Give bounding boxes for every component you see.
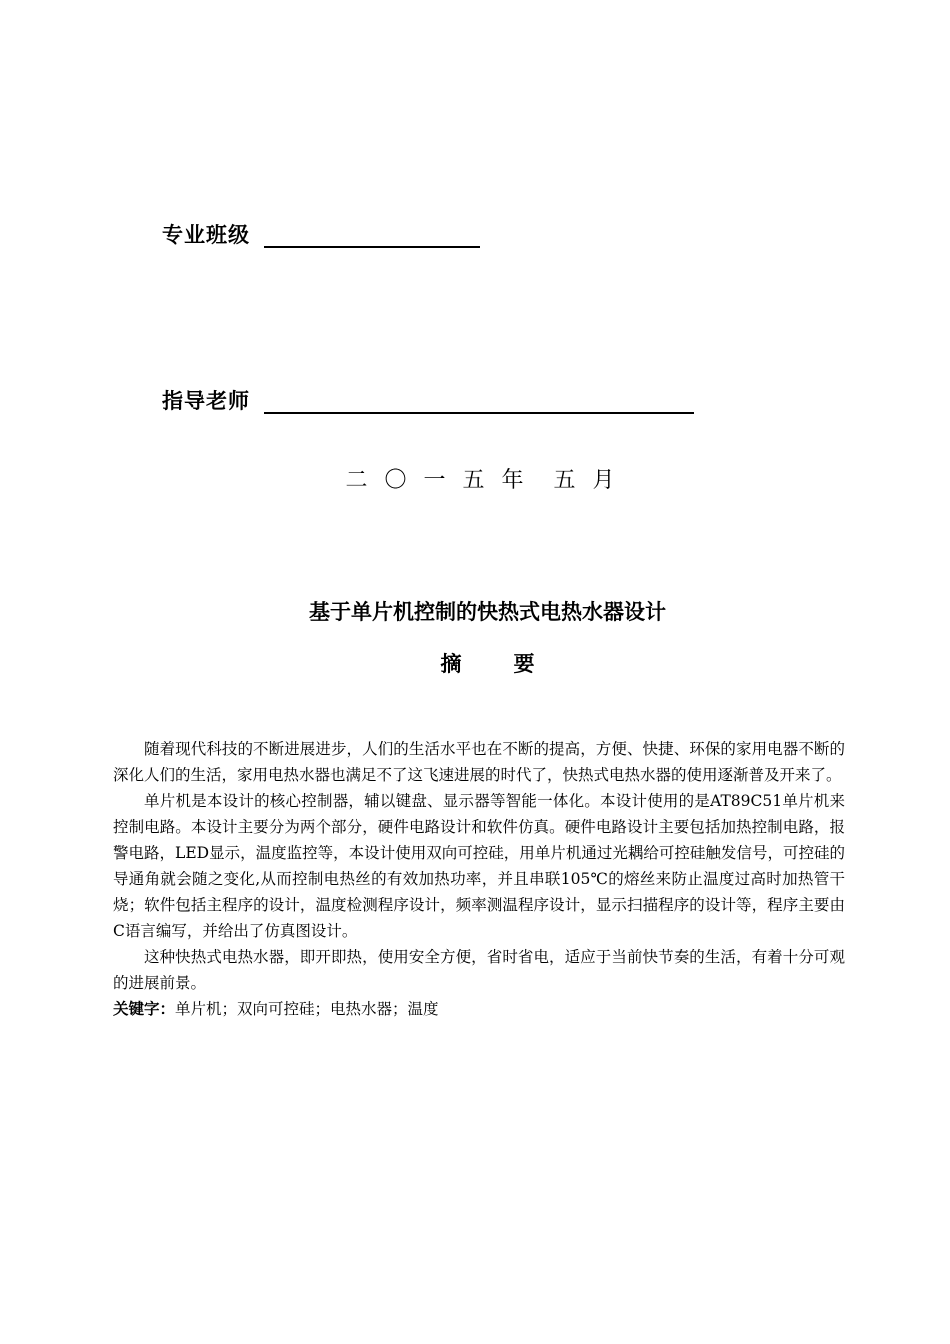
abstract-paragraph: 这种快热式电热水器，即开即热，使用安全方便，省时省电，适应于当前快节奏的生活，有着十分可观的进展前景。 xyxy=(113,948,845,992)
abstract-heading-char: 要 xyxy=(513,652,535,676)
class-label: 专业班级 xyxy=(162,223,250,247)
keywords-text: 单片机；双向可控硅；电热水器；温度 xyxy=(175,1000,439,1018)
date-char: 月 xyxy=(592,468,615,493)
abstract-heading-char: 摘 xyxy=(440,652,462,676)
date-char: 五 xyxy=(462,468,485,493)
thesis-title: 基于单片机控制的快热式电热水器设计 xyxy=(309,600,666,624)
class-blank-line xyxy=(264,226,480,248)
date-char: 二 xyxy=(345,468,368,493)
advisor-label: 指导老师 xyxy=(162,389,250,413)
keywords-label: 关键字： xyxy=(113,1000,176,1018)
abstract-paragraph: 随着现代科技的不断进展进步，人们的生活水平也在不断的提高，方便、快捷、环保的家用电器不断的深化人们的生活，家用电热水器也满足不了这飞速进展的时代了，快热式电热水器的使用逐渐普及开来了。 xyxy=(113,740,845,784)
class-field-row xyxy=(162,222,480,248)
abstract-heading xyxy=(0,650,950,678)
advisor-field-row xyxy=(162,388,694,414)
date-char: 年 xyxy=(501,468,524,493)
date-char: 五 xyxy=(553,468,576,493)
date-char: 一 xyxy=(423,468,446,493)
abstract-body xyxy=(113,736,845,1022)
keywords-line xyxy=(113,996,845,1022)
date-char: 〇 xyxy=(384,468,407,493)
abstract-paragraph: 单片机是本设计的核心控制器，辅以键盘、显示器等智能一体化。本设计使用的是AT89C51单片机来控制电路。本设计主要分为两个部分，硬件电路设计和软件仿真。硬件电路设计主要包括加热控制电路，报警电路，LED显示，温度监控等，本设计使用双向可控硅，用单片机通过光耦给可控硅触发信号，可控硅的导通角就会随之变化,从而控制电热丝的有效加热功率，并且串联105℃的熔丝来防止温度过高时加热管干烧；软件包括主程序的设计，温度检测程序设计，频率测温程序设计，显示扫描程序的设计等，程序主要由C语言编写，并给出了仿真图设计。 xyxy=(113,792,845,940)
cover-date xyxy=(0,466,950,496)
advisor-blank-line xyxy=(264,392,694,414)
